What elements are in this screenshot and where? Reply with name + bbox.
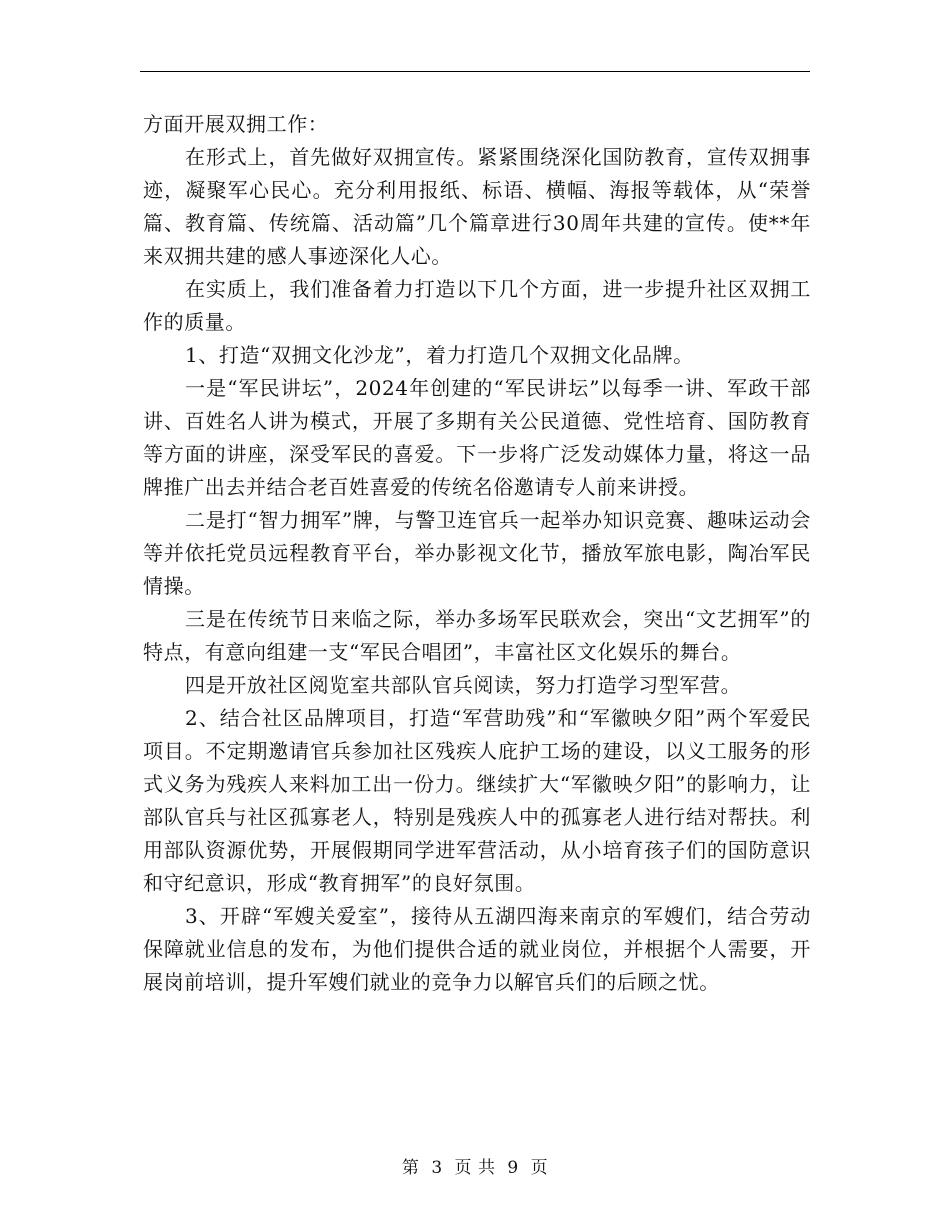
footer-prefix: 第	[401, 1158, 420, 1178]
paragraph: 2、结合社区品牌项目，打造“军营助残”和“军徽映夕阳”两个军爱民项目。不定期邀请官兵参加社区残疾人庇护工场的建设，以义工服务的形式义务为残疾人来料加工出一份力。继续扩大“军徽映夕阳”的影响力，让部队官兵与社区孤寡老人，特别是残疾人中的孤寡老人进行结对帮扶。利用部队资源优势，开展假期同学进军营活动，从小培育孩子们的国防意识和守纪意识，形成“教育拥军”的良好氛围。	[143, 706, 811, 895]
paragraph: 四是开放社区阅览室共部队官兵阅读，努力打造学习型军营。	[185, 673, 742, 697]
paragraph: 3、开辟“军嫂关爱室”，接待从五湖四海来南京的军嫂们，结合劳动保障就业信息的发布，为他们提供合适的就业岗位，并根据个人需要，开展岗前培训，提升军嫂们就业的竞争力以解官兵们的后顾之忧。	[143, 904, 811, 994]
current-page-number: 3	[431, 1158, 443, 1178]
paragraph: 在实质上，我们准备着力打造以下几个方面，进一步提升社区双拥工作的质量。	[143, 277, 811, 334]
paragraph: 1、打造“双拥文化沙龙”，着力打造几个双拥文化品牌。	[185, 343, 694, 367]
paragraph: 在形式上，首先做好双拥宣传。紧紧围绕深化国防教育，宣传双拥事迹，凝聚军心民心。充分利用报纸、标语、横幅、海报等载体，从“荣誉篇、教育篇、传统篇、活动篇”几个篇章进行30周年共建的宣传。使**年来双拥共建的感人事迹深化人心。	[143, 145, 811, 268]
header-rule	[140, 71, 810, 72]
page-footer	[0, 1153, 950, 1178]
document-body	[143, 108, 811, 999]
paragraph: 方面开展双拥工作：	[143, 112, 329, 136]
paragraph: 二是打“智力拥军”牌，与警卫连官兵一起举办知识竞赛、趣味运动会等并依托党员远程教育平台，举办影视文化节，播放军旅电影，陶冶军民情操。	[143, 508, 811, 598]
footer-suffix: 页	[530, 1158, 549, 1178]
total-page-count: 9	[507, 1158, 519, 1178]
footer-middle: 页 共	[454, 1158, 496, 1178]
paragraph: 一是“军民讲坛”，2024年创建的“军民讲坛”以每季一讲、军政干部讲、百姓名人讲为模式，开展了多期有关公民道德、党性培育、国防教育等方面的讲座，深受军民的喜爱。下一步将广泛发动媒体力量，将这一品牌推广出去并结合老百姓喜爱的传统名俗邀请专人前来讲授。	[143, 376, 811, 499]
paragraph: 三是在传统节日来临之际，举办多场军民联欢会，突出“文艺拥军”的特点，有意向组建一支“军民合唱团”，丰富社区文化娱乐的舞台。	[143, 607, 811, 664]
